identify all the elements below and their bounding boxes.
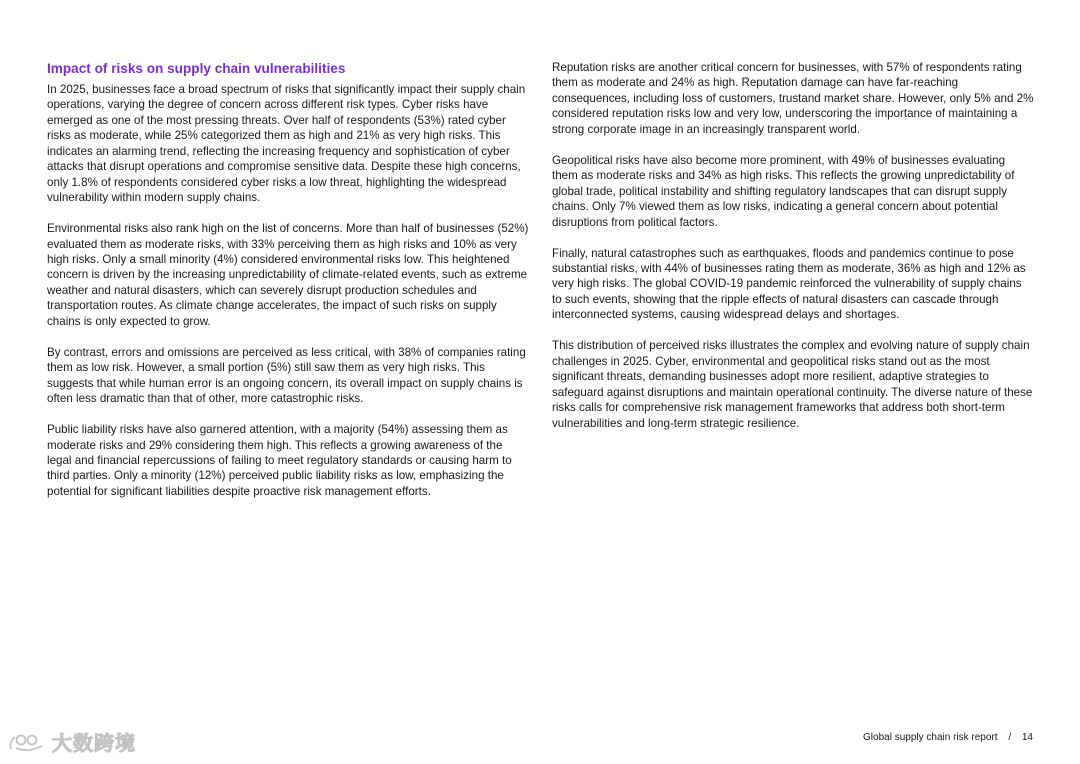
paragraph-reputation-risks: Reputation risks are another critical concern for businesses, with 57% of respondents rating them as moderate and 24% as high. Reputation damage can have far-reaching consequences, including loss of customers, trustand market share. However, only 5% and 2% considered reputation risks low and very low, underscoring the importance of maintaining a strong corporate image in an increasingly transparent world.: [552, 61, 1034, 136]
paragraph-cyber-risks: In 2025, businesses face a broad spectrum of risks that significantly impact their supply chain operations, varying the degree of concern across different risk types. Cyber risks have emerged as one of the most pressing threats. Over half of respondents (53%) rated cyber risks as moderate, while 25% categorized them as high and 21% as very high risks. This indicates an alarming trend, reflecting the increasing frequency and sophistication of cyber attacks that disrupt operations and compromise sensitive data. Despite these high concerns, only 1.8% of respondents considered cyber risks a low threat, highlighting the widespread vulnerability within modern supply chains.: [47, 83, 526, 205]
paragraph-summary: This distribution of perceived risks illustrates the complex and evolving nature of supply chain challenges in 2025. Cyber, environmental and geopolitical risks stand out as the most significant threats, demanding businesses adopt more resilient, adaptive strategies to safeguard against disruptions and maintain operational continuity. The diverse nature of these risks calls for comprehensive risk management frameworks that address both short-term vulnerabilities and long-term strategic resilience.: [552, 339, 1033, 430]
paragraph-errors-omissions: By contrast, errors and omissions are perceived as less critical, with 38% of companies rating them as low risk. However, a small portion (5%) still saw them as very high risks. This suggests that while human error is an ongoing concern, its overall impact on supply chains is often less dramatic than that of other, more catastrophic risks.: [47, 345, 526, 406]
footer-separator: /: [1008, 732, 1012, 743]
paragraph-natural-catastrophes: Finally, natural catastrophes such as earthquakes, floods and pandemics continue to pose substantial risks, with 44% of businesses rating them as moderate, 36% as high and 12% as very high risks. The global COVID-19 pandemic reinforced the vulnerability of supply chains to such events, showing that the ripple effects of natural disasters can cascade through interconnected systems, causing widespread delays and shortages.: [552, 246, 1026, 322]
paragraph-public-liability: Public liability risks have also garnered attention, with a majority (54%) assessing them as moderate risks and 29% considering them high. This reflects a growing awareness of the legal and financial repercussions of failing to meet regulatory standards or causing harm to third parties. Only a minority (12%) perceived public liability risks as low, emphasizing the potential for significant liabilities despite proactive risk management efforts.: [47, 423, 512, 498]
section-heading: Impact of risks on supply chain vulnerabilities: [47, 61, 346, 76]
page-number: 14: [1021, 732, 1033, 743]
paragraph-environmental-risks: Environmental risks also rank high on the list of concerns. More than half of businesses (52%) evaluated them as moderate risks, with 33% perceiving them as high risks and 10% as very high risks. Only a small minority (4%) considered environmental risks low. This heightened concern is driven by the increasing unpredictability of climate-related events, such as extreme weather and natural disasters, which can severely disrupt production schedules and transportation routes. As climate change accelerates, the impact of such risks on supply chains is only expected to grow.: [47, 222, 529, 328]
watermark: [8, 727, 136, 756]
page-footer: [863, 732, 1033, 743]
watermark-logo-icon: [8, 731, 48, 753]
report-title: Global supply chain risk report: [863, 732, 998, 743]
left-column: [47, 60, 529, 515]
watermark-text: 大数跨境: [52, 731, 136, 755]
paragraph-geopolitical-risks: Geopolitical risks have also become more prominent, with 49% of businesses evaluating them as moderate risks and 34% as high risks. This reflects the growing unpredictability of global trade, political instability and shifting regulatory landscapes that can disrupt supply chains. Only 7% viewed them as low risks, indicating a general concern about potential disruptions from political factors.: [552, 153, 1015, 229]
right-column: [552, 60, 1034, 447]
